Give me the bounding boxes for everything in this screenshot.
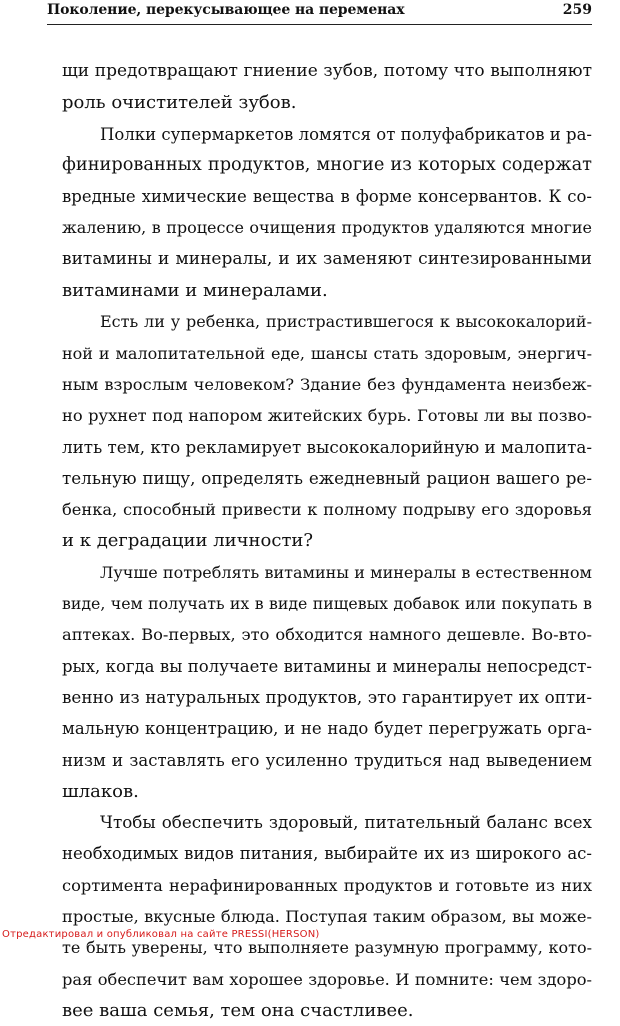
footer-watermark: Отредактировал и опубликовал на сайте PRESSI(HERSON) <box>2 929 320 940</box>
text-line: вредные химические вещества в форме консервантов. К со- <box>62 187 592 207</box>
body-text <box>62 56 592 1026</box>
text-line: рая обеспечит вам хорошее здоровье. И помните: чем здоро- <box>62 969 592 989</box>
text-line: Лучше потреблять витамины и минералы в естественном <box>100 562 592 582</box>
text-line: ной и малопитательной еде, шансы стать здоровым, энергич- <box>62 343 592 363</box>
text-line: щи предотвращают гниение зубов, потому что выполняют <box>62 61 592 81</box>
text-line: бенка, способный привести к полному подрыву его здоровья <box>62 500 592 520</box>
text-line: но рухнет под напором житейских бурь. Готовы ли вы позво- <box>62 406 592 426</box>
text-line: венно из натуральных продуктов, это гарантирует их опти- <box>62 686 592 707</box>
text-line: сортимента нерафинированных продуктов и готовьте из них <box>62 875 592 895</box>
text-line: витаминами и минералами. <box>62 280 328 302</box>
running-title: Поколение, перекусывающее на переменах <box>47 2 405 18</box>
text-line: мальную концентрацию, и не надо будет перегружать орга- <box>62 719 592 739</box>
text-line: тельную пищу, определять ежедневный рацион вашего ре- <box>62 467 592 488</box>
text-line: те быть уверены, что выполняете разумную программу, кото- <box>62 938 592 958</box>
text-line: ным взрослым человеком? Здание без фундамента неизбеж- <box>62 374 592 394</box>
text-line: роль очистителей зубов. <box>62 92 297 114</box>
text-line: шлаков. <box>62 780 139 802</box>
text-line: вее ваша семья, тем она счастливее. <box>62 999 414 1021</box>
text-line: низм и заставлять его усиленно трудиться над выведением <box>62 750 592 770</box>
text-line: жалению, в процессе очищения продуктов удаляются многие <box>62 218 592 238</box>
text-line: необходимых видов питания, выбирайте их из широкого ас- <box>62 844 592 864</box>
running-header <box>47 0 592 25</box>
text-line: виде, чем получать их в виде пищевых добавок или покупать в <box>62 594 592 614</box>
text-line: финированных продуктов, многие из которых содержат <box>62 154 592 175</box>
text-line: и к деградации личности? <box>62 530 314 552</box>
page-number: 259 <box>562 2 592 18</box>
text-line: лить тем, кто рекламирует высококалорийную и малопита- <box>62 436 592 457</box>
text-line: Чтобы обеспечить здоровый, питательный баланс всех <box>100 812 592 833</box>
text-line: витамины и минералы, и их заменяют синтезированными <box>62 248 592 269</box>
text-line: Полки супермаркетов ломятся от полуфабрикатов и ра- <box>100 124 592 144</box>
text-line: Есть ли у ребенка, пристрастившегося к высококалорий- <box>100 312 592 332</box>
text-line: аптеках. Во-первых, это обходится намного дешевле. Во-вто- <box>62 625 592 645</box>
text-line: рых, когда вы получаете витамины и минералы непосредст- <box>62 656 592 676</box>
text-line: простые, вкусные блюда. Поступая таким образом, вы може- <box>62 907 592 927</box>
